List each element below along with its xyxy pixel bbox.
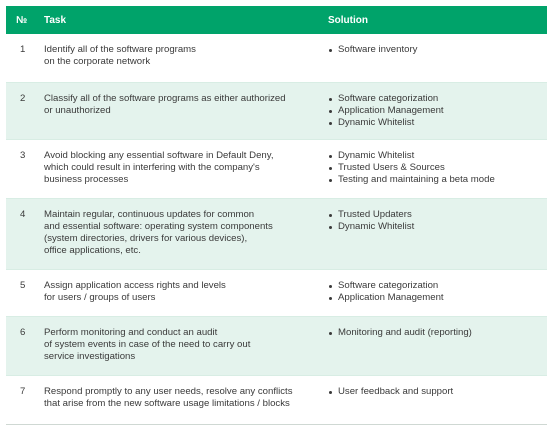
solution-item: Software categorization [328, 93, 546, 105]
solution-list [328, 209, 546, 233]
solution-list [328, 327, 546, 339]
solution-list [328, 280, 546, 304]
solution-item: Testing and maintaining a beta mode [328, 174, 546, 186]
row-solutions [319, 317, 547, 376]
table-row [6, 270, 547, 317]
table-row [6, 317, 547, 376]
table-row [6, 199, 547, 270]
solution-item: Dynamic Whitelist [328, 221, 546, 233]
table-row [6, 83, 547, 140]
row-solutions [319, 83, 547, 140]
table-row [6, 34, 547, 83]
header-solution: Solution [319, 6, 547, 34]
row-number: 1 [6, 34, 36, 83]
solution-item: Monitoring and audit (reporting) [328, 327, 546, 339]
solution-item: User feedback and support [328, 386, 546, 398]
row-number: 6 [6, 317, 36, 376]
row-number: 2 [6, 83, 36, 140]
row-task: Classify all of the software programs as either authorized or unauthorized [36, 83, 319, 140]
solution-item: Dynamic Whitelist [328, 150, 546, 162]
solution-list [328, 150, 546, 186]
row-solutions [319, 199, 547, 270]
table-header-row [6, 6, 547, 34]
row-solutions [319, 270, 547, 317]
row-solutions [319, 34, 547, 83]
table-row [6, 140, 547, 199]
solution-item: Dynamic Whitelist [328, 117, 546, 129]
row-task: Identify all of the software programs on the corporate network [36, 34, 319, 83]
solution-item: Trusted Updaters [328, 209, 546, 221]
row-number: 7 [6, 376, 36, 425]
solution-item: Software inventory [328, 44, 546, 56]
solution-item: Application Management [328, 105, 546, 117]
solution-item: Software categorization [328, 280, 546, 292]
solution-item: Trusted Users & Sources [328, 162, 546, 174]
solution-list [328, 44, 546, 56]
row-solutions [319, 140, 547, 199]
row-number: 5 [6, 270, 36, 317]
row-task: Avoid blocking any essential software in Default Deny, which could result in interfering with the company's business processes [36, 140, 319, 199]
row-task: Maintain regular, continuous updates for common and essential software: operating system components (system directories, drivers for various devices), office applications, etc. [36, 199, 319, 270]
row-number: 3 [6, 140, 36, 199]
row-task: Perform monitoring and conduct an audit of system events in case of the need to carry out service investigations [36, 317, 319, 376]
header-task: Task [36, 6, 319, 34]
solution-item: Application Management [328, 292, 546, 304]
row-number: 4 [6, 199, 36, 270]
table-row [6, 376, 547, 425]
header-number: № [6, 6, 36, 34]
solution-list [328, 93, 546, 129]
row-task: Assign application access rights and levels for users / groups of users [36, 270, 319, 317]
table-body [6, 34, 547, 425]
row-solutions [319, 376, 547, 425]
row-task: Respond promptly to any user needs, resolve any conflicts that arise from the new software usage limitations / blocks [36, 376, 319, 425]
task-solution-table [6, 6, 547, 425]
solution-list [328, 386, 546, 398]
